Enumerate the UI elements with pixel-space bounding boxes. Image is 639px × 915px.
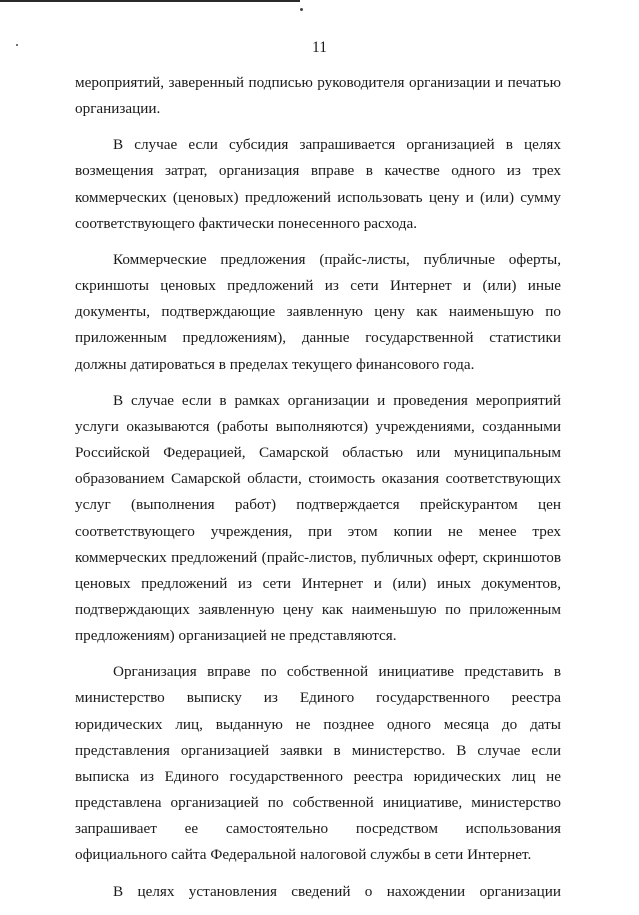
document-body xyxy=(75,70,561,915)
page-number: 11 xyxy=(312,39,327,56)
paragraph-registry-extract: Организация вправе по собственной инициативе представить в министерство выписку из Единого государственного реестра юридических лиц, выданную не позднее одного месяца до даты представления организацией заявки в министерство. В случае если выписка из Единого государственного реестра юридических лиц не представлена организацией по собственной инициативе, министерство запрашивает ее самостоятельно посредством использования официального сайта Федеральной налоговой службы в сети Интернет. xyxy=(75,663,561,864)
scan-edge-line xyxy=(0,0,300,2)
paragraph-commercial-offers: Коммерческие предложения (прайс-листы, публичные оферты, скриншоты ценовых предложений из сети Интернет и (или) иные документы, подтверждающие заявленную цену как наименьшую по приложенным предложениям), данные государственной статистики должны датироваться в пределах текущего финансового года. xyxy=(75,250,561,373)
paragraph-institution-services: В случае если в рамках организации и проведения мероприятий услуги оказываются (работы выполняются) учреждениями, созданными Российской Федерацией, Самарской областью или муниципальным образованием Самарской области, стоимость оказания соответствующих услуг (выполнения работ) подтверждается прейскурантом цен соответствующего учреждения, при этом копии не менее трех коммерческих предложений (прайс-листов, публичных оферт, скриншотов ценовых предложений из сети Интернет и (или) иных документов, подтверждающих заявленную цену как наименьшую по приложенным предложениям) организацией не представляются. xyxy=(75,391,561,645)
scan-speck xyxy=(300,8,303,11)
paragraph-subsidy-reimbursement: В случае если субсидия запрашивается организацией в целях возмещения затрат, организация вправе в качестве одного из трех коммерческих (ценовых) предложений использовать цену и (или) сумму соответствующего фактически понесенного расхода. xyxy=(75,136,561,232)
paragraph-continuation: мероприятий, заверенный подписью руководителя организации и печатью организации. xyxy=(75,74,561,118)
paragraph-location-info: В целях установления сведений о нахождении организации xyxy=(113,882,561,900)
